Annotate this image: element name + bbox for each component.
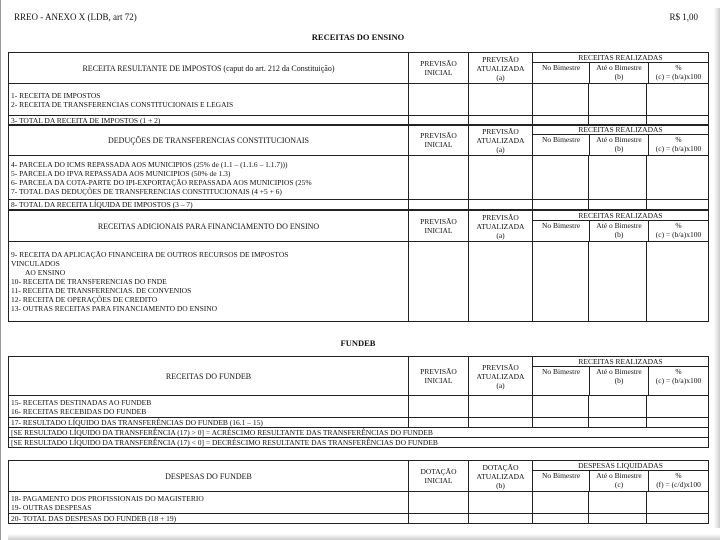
total-row: 3- TOTAL DA RECEITA DE IMPOSTOS (1 + 2) [9, 116, 409, 126]
note-acrescimo: [SE RESULTADO LÍQUIDO DA TRANSFERÊNCIA (17) > 0] = ACRÉSCIMO RESULTANTE DAS TRANSFERÊNCIAS DO FUNDEB [9, 428, 709, 438]
currency-unit: R$ 1,00 [669, 12, 698, 22]
col-group-receitas-realizadas: RECEITAS REALIZADAS No Bimestre Até o Bimestre (b) % (c) = (b/a)x100 [533, 53, 709, 84]
total-row: 20- TOTAL DAS DESPESAS DO FUNDEB (18 + 19) [9, 514, 409, 524]
table-title: RECEITAS ADICIONAIS PARA FINANCIAMENTO DO ENSINO [9, 211, 409, 242]
table-title: DEDUÇÕES DE TRANSFERENCIAS CONSTITUCIONAIS [9, 125, 409, 156]
list-item: 18- PAGAMENTO DOS PROFISSIONAIS DO MAGISTERIO 19- OUTRAS DESPESAS [9, 492, 409, 514]
col-previsao-inicial: PREVISÃO INICIAL [409, 53, 469, 84]
list-item: 1- RECEITA DE IMPOSTOS 2- RECEITA DE TRANSFERENCIAS CONSTITUCIONAIS E LEGAIS [9, 84, 409, 116]
table-deducoes: DEDUÇÕES DE TRANSFERENCIAS CONSTITUCIONAIS PREVISÃO INICIAL PREVISÃO ATUALIZADA (a) RECEITAS REALIZADAS No Bimestre Até o Bimestre (b) % (c) = (b/a)x100 4- PARCELA DO ICMS REPASSADA AOS MUNICIPIOS (25% de (1.1 – (1.1.6 – 1.1.7))) 5- PARCELA DO IPVA REPASSADA AOS MUNICIPIOS (50% de 1.3) 6- PARCELA DA COTA-PARTE DO IPI-EXPORTAÇÃO REPASSADA AOS MUNICIPIOS (25% 7- TOTAL DAS DEDUÇÕES DE TRANSFERENCIAS CONSTITUCIONAIS (4 +5 + 6) 8- TOTAL DA RECEITA LÍQUIDA DE IMPOSTOS (3 – 7) [8, 124, 709, 210]
list-item: 9- RECEITA DA APLICAÇÃO FINANCEIRA DE OUTROS RECURSOS DE IMPOSTOS VINCULADOS AO ENSINO 10- RECEITA DE TRANSFERENCIAS DO FNDE 11- RECEITA DE TRANSFERENCIAS. DE CONVENIOS 12- RECEITA DE OPERAÇÕES DE CREDITO 13- OUTRAS RECEITAS PARA FINANCIAMENTO DO ENSINO [9, 242, 409, 322]
page-shadow-bottom [8, 534, 720, 540]
table-title: RECEITAS DO FUNDEB [9, 357, 409, 396]
table-title: RECEITA RESULTANTE DE IMPOSTOS (caput do art. 212 da Constituição) [9, 53, 409, 84]
document-page [8, 4, 708, 530]
report-header [8, 12, 708, 26]
table-title: DESPESAS DO FUNDEB [9, 461, 409, 492]
table-receitas-adicionais: RECEITAS ADICIONAIS PARA FINANCIAMENTO DO ENSINO PREVISÃO INICIAL PREVISÃO ATUALIZADA (a) RECEITAS REALIZADAS No Bimestre Até o Bimestre (b) % (c) = (b/a)x100 9- RECEITA DA APLICAÇÃO FINANCEIRA DE OUTROS RECURSOS DE IMPOSTOS VINCULADOS AO ENSINO 10- RECEITA DE TRANSFERENCIAS DO FNDE 11- RECEITA DE TRANSFERENCIAS. DE CONVENIOS 12- RECEITA DE OPERAÇÕES DE CREDITO 13- OUTRAS RECEITAS PARA FINANCIAMENTO DO ENSINO [8, 210, 709, 322]
section-title-receitas-ensino: RECEITAS DO ENSINO [311, 32, 405, 42]
page-shadow-right [714, 8, 720, 528]
col-previsao-atualizada: PREVISÃO ATUALIZADA (a) [469, 53, 533, 84]
list-item: 15- RECEITAS DESTINADAS AO FUNDEB 16- RECEITAS RECEBIDAS DO FUNDEB [9, 396, 409, 418]
note-decrescimo: [SE RESULTADO LÍQUIDO DA TRANSFERÊNCIA (17) < 0] = DECRÉSCIMO RESULTANTE DAS TRANSFERÊNCIAS DO FUNDEB [9, 438, 709, 448]
table-despesas-fundeb: DESPESAS DO FUNDEB DOTAÇÃO INICIAL DOTAÇÃO ATUALIZADA (b) DESPESAS LIQUIDADAS No Bimestre Até o Bimestre (c) % (f) = (c/d)x100 18- PAGAMENTO DOS PROFISSIONAIS DO MAGISTERIO 19- OUTRAS DESPESAS 20- TOTAL DAS DESPESAS DO FUNDEB (18 + 19) [8, 460, 709, 524]
table-receitas-fundeb: RECEITAS DO FUNDEB PREVISÃO INICIAL PREVISÃO ATUALIZADA (a) RECEITAS REALIZADAS No Bimestre Até o Bimestre (b) % (c) = (b/a)x100 15- RECEITAS DESTINADAS AO FUNDEB 16- RECEITAS RECEBIDAS DO FUNDEB 17- RESULTADO LÍQUIDO DAS TRANSFERÊNCIAS DO FUNDEB (16.1 – 15) [SE RESULTADO LÍQUIDO DA TRANSFERÊNCIA (17) > 0] = ACRÉSCIMO RESULTANTE DAS TRANSFERÊNCIAS DO FUNDEB [SE RESULTADO LÍQUIDO DA TRANSFERÊNCIA (17) < 0] = DECRÉSCIMO RESULTANTE DAS TRANSFERÊNCIAS DO FUNDEB [8, 356, 709, 448]
table-receita-impostos [8, 52, 709, 126]
total-row: 17- RESULTADO LÍQUIDO DAS TRANSFERÊNCIAS DO FUNDEB (16.1 – 15) [9, 418, 409, 428]
list-item: 4- PARCELA DO ICMS REPASSADA AOS MUNICIPIOS (25% de (1.1 – (1.1.6 – 1.1.7))) 5- PARCELA DO IPVA REPASSADA AOS MUNICIPIOS (50% de 1.3) 6- PARCELA DA COTA-PARTE DO IPI-EXPORTAÇÃO REPASSADA AOS MUNICIPIOS (25% 7- TOTAL DAS DEDUÇÕES DE TRANSFERENCIAS CONSTITUCIONAIS (4 +5 + 6) [9, 156, 409, 200]
report-title: RREO - ANEXO X (LDB, art 72) [14, 12, 137, 22]
section-title-fundeb: FUNDEB [340, 338, 376, 348]
total-row: 8- TOTAL DA RECEITA LÍQUIDA DE IMPOSTOS (3 – 7) [9, 200, 409, 210]
